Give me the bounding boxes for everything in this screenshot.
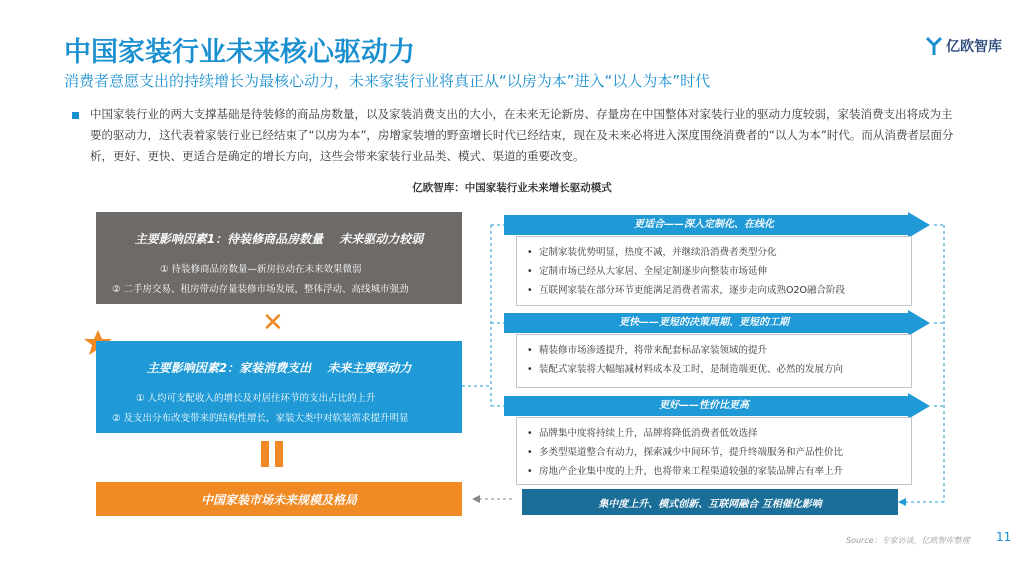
list-item: • 品牌集中度将持续上升，品牌将降低消费者低效选择 xyxy=(517,424,911,443)
bullet-square-icon xyxy=(72,112,79,119)
trend-panel-2 xyxy=(516,334,912,388)
catalyst-bar: 集中度上升、模式创新、互联网融合 互相催化影响 xyxy=(522,489,898,515)
multiply-icon: ✕ xyxy=(262,308,284,338)
trend-panel-3 xyxy=(516,417,912,485)
trend-label: 更适合——深入定制化、在线化 xyxy=(634,219,774,230)
list-item: • 互联网家装在部分环节更能满足消费者需求，逐步走向成熟O2O融合阶段 xyxy=(517,281,911,300)
trend-arrow-2 xyxy=(504,310,932,336)
trend-label: 更快——更短的决策周期、更短的工期 xyxy=(619,317,789,328)
factor1-point: ① 待装修商品房数量—新房拉动在未来效果微弱 xyxy=(160,264,362,275)
trend-label: 更好——性价比更高 xyxy=(659,400,749,411)
factor2-box xyxy=(96,341,462,433)
trend-panel-1 xyxy=(516,236,912,306)
equals-icon xyxy=(261,441,283,467)
factor2-heading: 主要影响因素2：家装消费支出 未来主要驱动力 xyxy=(146,361,412,375)
list-item: • 房地产企业集中度的上升，也将带来工程渠道较强的家装品牌占有率上升 xyxy=(517,462,911,481)
logo-icon xyxy=(926,36,942,56)
factor2-point: ① 人均可支配收入的增长及对居住环节的支出占比的上升 xyxy=(136,393,376,404)
page-number: 11 xyxy=(996,530,1012,544)
list-item: • 定制市场已经从大家居、全屋定制逐步向整装市场延伸 xyxy=(517,262,911,281)
list-item: • 多类型渠道整合有动力，探索减少中间环节，提升终端服务和产品性价比 xyxy=(517,443,911,462)
intro-paragraph: 中国家装行业的两大支撑基础是待装修的商品房数量，以及家装消费支出的大小，在未来无论新房、存量房在中国整体对家装行业的驱动力度较弱，家装消费支出将成为主要的驱动力，这代表着家装行业已经结束了“以房为本”，房增家装增的野蛮增长时代已经结束，现在及未来必将进入深度围绕消费者的“以人为本”时代。而从消费者层面分析，更好、更快、更适合是确定的增长方向，这些会带来家装行业品类、模式、渠道的重要改变。 xyxy=(90,107,954,163)
trend-arrow-1 xyxy=(504,212,932,238)
brand-logo xyxy=(926,32,1016,60)
page-subtitle: 消费者意愿支出的持续增长为最核心动力，未来家装行业将真正从“以房为本”进入“以人为本”时代 xyxy=(64,72,711,90)
result-box: 中国家装市场未来规模及格局 xyxy=(96,482,462,516)
list-item: • 定制家装优势明显，热度不减，并继续沿消费者类型分化 xyxy=(517,243,911,262)
factor1-heading: 主要影响因素1：待装修商品房数量 未来驱动力较弱 xyxy=(134,232,424,246)
source-note: Source：专家访谈，亿欧智库整理 xyxy=(846,536,970,545)
list-item: • 装配式家装将大幅缩减材料成本及工时，是制造端更优、必然的发展方向 xyxy=(517,360,911,379)
factor1-point: ② 二手房交易、租房带动存量装修市场发展，整体浮动、高线城市强劲 xyxy=(112,284,409,295)
list-item: • 精装修市场渗透提升，将带来配套标品家装领域的提升 xyxy=(517,341,911,360)
logo-text: 亿欧智库 xyxy=(946,39,1002,55)
factor2-point: ② 及支出分布改变带来的结构性增长，家装大类中对软装需求提升明显 xyxy=(112,413,409,424)
diagram-title: 亿欧智库：中国家装行业未来增长驱动模式 xyxy=(412,182,612,194)
factor1-box xyxy=(96,212,462,304)
page-title: 中国家装行业未来核心驱动力 xyxy=(64,37,415,68)
trend-arrow-3 xyxy=(504,393,932,419)
